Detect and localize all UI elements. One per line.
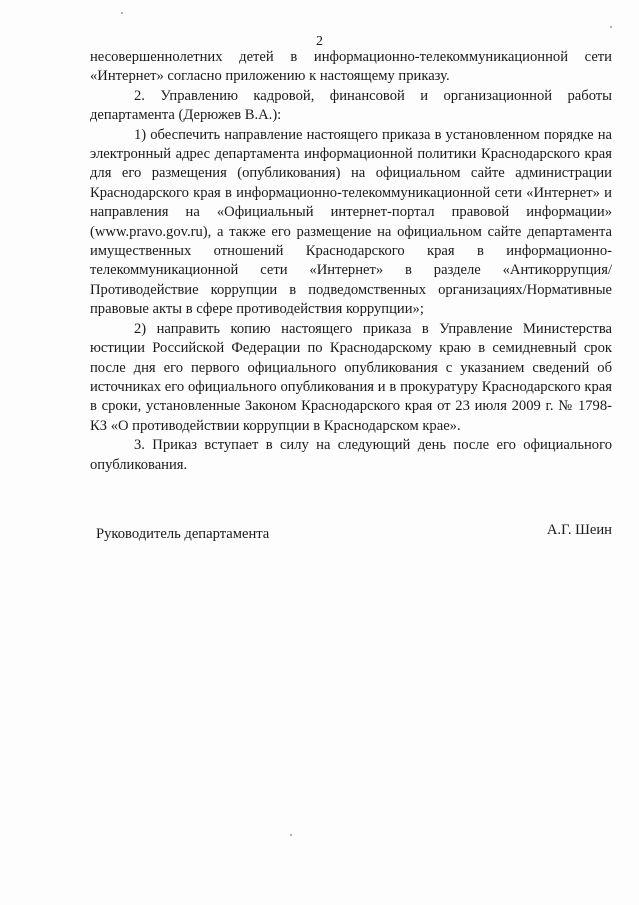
scan-speck: [121, 12, 123, 14]
scan-speck: [610, 26, 612, 28]
scan-speck: [290, 834, 292, 836]
signatory-name: А.Г. Шеин: [546, 522, 612, 538]
signatory-title: Руководитель департамента: [96, 526, 270, 542]
document-body: [90, 48, 612, 475]
paragraph-clause-3: 3. Приказ вступает в силу на следующий день после его официального опубликования.: [90, 437, 612, 473]
paragraph-subclause-2: 2) направить копию настоящего приказа в Управление Министерства юстиции Российской Федерации по Краснодарскому краю в семидневный срок после дня его первого официального опубликования с указанием сведений об источниках его официального опубликования и в прокуратуру Краснодарского края в сроки, установленные Законом Краснодарского края от 23 июля 2009 г. № 1798-КЗ «О противодействии коррупции в Краснодарском крае».: [90, 320, 612, 434]
paragraph-clause-2: 2. Управлению кадровой, финансовой и организационной работы департамента (Дерюжев В.А.):: [90, 87, 612, 124]
paragraph-continuation: несовершеннолетних детей в информационно-телекоммуникационной сети «Интернет» согласно приложению к настоящему приказу.: [90, 49, 612, 85]
paragraph-subclause-1: 1) обеспечить направление настоящего приказа в установленном порядке на электронный адрес департамента информационной политики Краснодарского края для его размещения (опубликования) на официальном сайте администрации Краснодарского края в информационно-телекоммуникационной сети «Интернет» и направления на «Официальный интернет-портал правовой информации» (www.pravo.gov.ru), а также его размещение на официальном сайте департамента имущественных отношений Краснодарского края в информационно-телекоммуникационной сети «Интернет» в разделе «Антикоррупция/Противодействие коррупции в подведомственных организациях/Нормативные правовые акты в сфере противодействия коррупции»;: [90, 126, 612, 318]
page-number: 2: [316, 34, 323, 49]
signature-block: [96, 522, 612, 544]
